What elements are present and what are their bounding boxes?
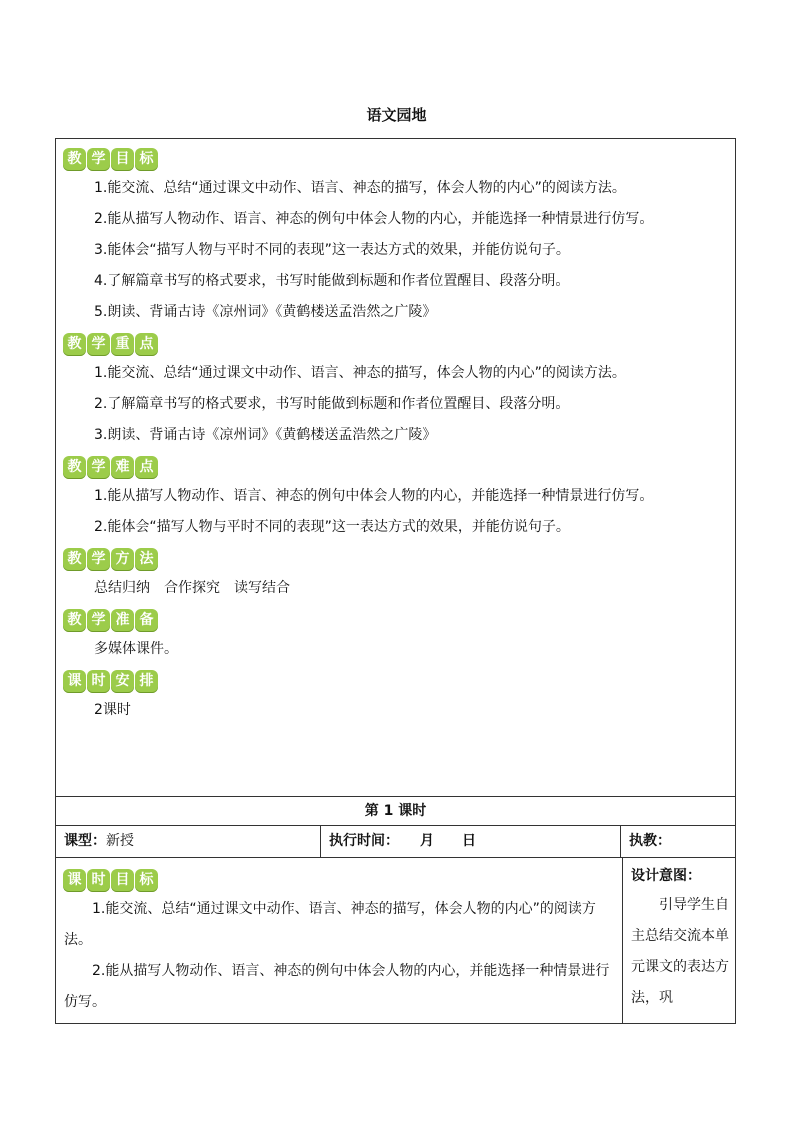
- lesson-goal-paragraph: 1.能交流、总结“通过课文中动作、语言、神态的描写，体会人物的内心”的阅读方法。: [64, 901, 596, 948]
- section-3: [56, 545, 735, 604]
- section-line: 1.能从描写人物动作、语言、神态的例句中体会人物的内心，并能选择一种情景进行仿写。: [94, 488, 654, 504]
- section-line: 总结归纳 合作探究 读写结合: [94, 580, 290, 596]
- header-char: 标: [135, 869, 158, 892]
- section-line: 2.能从描写人物动作、语言、神态的例句中体会人物的内心，并能选择一种情景进行仿写。: [94, 211, 654, 227]
- header-char: 学: [87, 609, 110, 632]
- section-header: [63, 667, 735, 695]
- section-header: [63, 330, 735, 358]
- header-char: 学: [87, 548, 110, 571]
- lesson-teacher-cell: [621, 826, 735, 857]
- section-line: 多媒体课件。: [94, 641, 178, 657]
- header-char: 点: [135, 333, 158, 356]
- document-title: 语文园地: [366, 106, 427, 124]
- lesson-type-value: 新授: [106, 833, 134, 849]
- header-char: 准: [111, 609, 134, 632]
- section-header: [63, 606, 735, 634]
- header-char: 学: [87, 148, 110, 171]
- header-char: 安: [111, 670, 134, 693]
- lesson-type-label: 课型：: [64, 833, 106, 849]
- lesson-goal-list: [56, 894, 622, 1018]
- section-line: 2.了解篇章书写的格式要求，书写时能做到标题和作者位置醒目、段落分明。: [94, 396, 570, 412]
- header-char: 课: [63, 670, 86, 693]
- header-char: 目: [111, 869, 134, 892]
- section-header: [63, 453, 735, 481]
- header-char: 课: [63, 869, 86, 892]
- section-line: 1.能交流、总结“通过课文中动作、语言、神态的描写，体会人物的内心”的阅读方法。: [94, 180, 626, 196]
- section-header: [63, 145, 735, 173]
- header-char: 学: [87, 333, 110, 356]
- header-char: 方: [111, 548, 134, 571]
- section-list: [56, 145, 735, 726]
- lesson-teacher-label: 执教：: [629, 833, 671, 849]
- overview-table: [55, 138, 736, 796]
- header-char: 教: [63, 609, 86, 632]
- section-line: 3.朗读、背诵古诗《凉州词》《黄鹤楼送孟浩然之广陵》: [94, 427, 437, 443]
- section-line: 4.了解篇章书写的格式要求，书写时能做到标题和作者位置醒目、段落分明。: [94, 273, 570, 289]
- lesson-info-row: [55, 825, 736, 858]
- header-char: 教: [63, 456, 86, 479]
- header-char: 教: [63, 148, 86, 171]
- lesson-goal-paragraph: 2.能从描写人物动作、语言、神态的例句中体会人物的内心，并能选择一种情景进行仿写。: [64, 963, 610, 1010]
- design-intent-cell: [623, 858, 735, 1023]
- section-line: 2.能体会“描写人物与平时不同的表现”这一表达方式的效果，并能仿说句子。: [94, 519, 570, 535]
- lesson-time-label: 执行时间：: [329, 833, 392, 849]
- header-char: 排: [135, 670, 158, 693]
- lesson-time-cell: [321, 826, 621, 857]
- header-char: 点: [135, 456, 158, 479]
- lesson-time-value: 月 日: [392, 833, 476, 849]
- lesson-goals-cell: [56, 858, 623, 1023]
- header-char: 教: [63, 548, 86, 571]
- header-char: 备: [135, 609, 158, 632]
- header-char: 目: [111, 148, 134, 171]
- section-5: [56, 667, 735, 726]
- section-1: [56, 330, 735, 451]
- section-line: 5.朗读、背诵古诗《凉州词》《黄鹤楼送孟浩然之广陵》: [94, 304, 437, 320]
- design-intent-title: 设计意图：: [631, 868, 701, 884]
- lesson-goal-header: [63, 866, 622, 894]
- section-header: [63, 545, 735, 573]
- section-line: 2课时: [94, 702, 131, 718]
- lesson-title: 第 1 课时: [55, 796, 736, 826]
- header-char: 教: [63, 333, 86, 356]
- header-char: 学: [87, 456, 110, 479]
- header-char: 时: [87, 670, 110, 693]
- section-2: [56, 453, 735, 543]
- header-char: 时: [87, 869, 110, 892]
- header-char: 法: [135, 548, 158, 571]
- lesson-content-row: [55, 857, 736, 1024]
- lesson-type-cell: [56, 826, 321, 857]
- section-line: 3.能体会“描写人物与平时不同的表现”这一表达方式的效果，并能仿说句子。: [94, 242, 570, 258]
- header-char: 重: [111, 333, 134, 356]
- design-intent-text: 引导学生自主总结交流本单元课文的表达方法，巩: [631, 897, 729, 1006]
- section-4: [56, 606, 735, 665]
- section-line: 1.能交流、总结“通过课文中动作、语言、神态的描写，体会人物的内心”的阅读方法。: [94, 365, 626, 381]
- header-char: 标: [135, 148, 158, 171]
- header-char: 难: [111, 456, 134, 479]
- section-0: [56, 145, 735, 328]
